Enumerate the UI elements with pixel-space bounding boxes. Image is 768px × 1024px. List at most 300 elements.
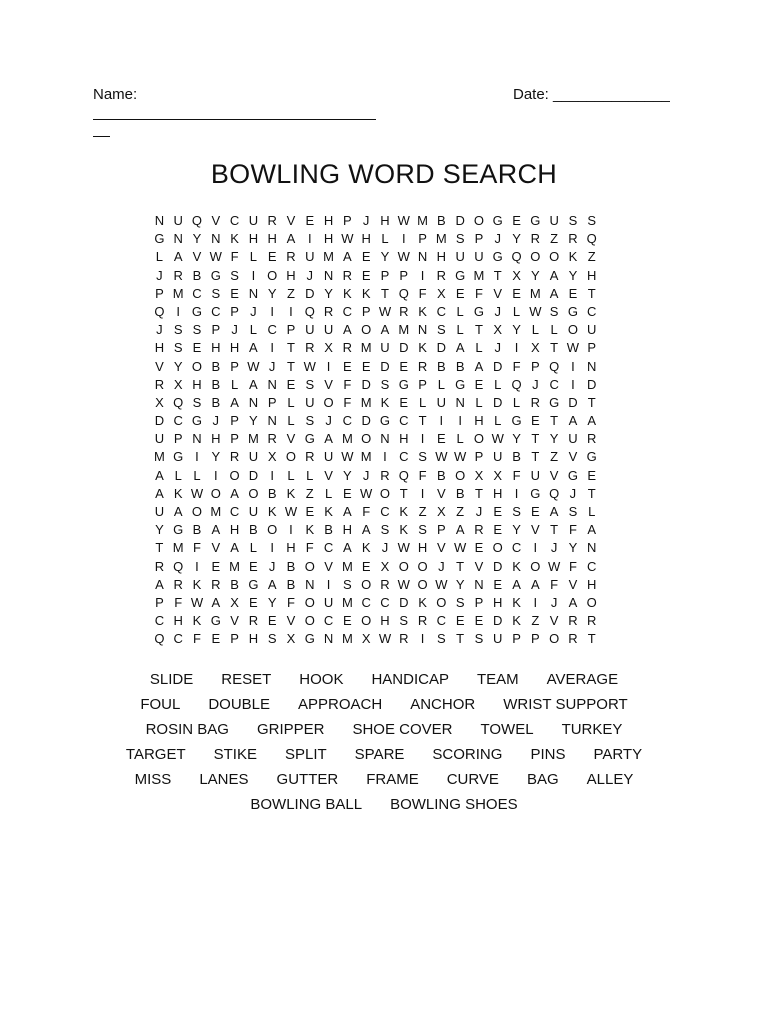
- grid-letter: R: [305, 340, 315, 356]
- grid-letter: A: [249, 340, 258, 356]
- grid-letter: F: [343, 376, 352, 392]
- grid-letter: J: [156, 267, 163, 283]
- grid-letter: K: [286, 485, 296, 501]
- grid-letter: R: [380, 576, 390, 592]
- grid-letter: R: [323, 303, 334, 319]
- grid-letter: A: [267, 576, 277, 592]
- grid-letter: S: [455, 231, 465, 247]
- grid-letter: E: [249, 558, 258, 574]
- grid-letter: M: [341, 594, 353, 610]
- grid-letter: V: [493, 285, 503, 301]
- grid-letter: E: [286, 376, 296, 392]
- grid-letter: U: [455, 249, 465, 265]
- grid-letter: I: [571, 358, 575, 374]
- grid-letter: L: [287, 413, 295, 429]
- grid-letter: O: [210, 485, 221, 501]
- grid-letter: E: [361, 358, 371, 374]
- grid-row: [150, 612, 620, 630]
- grid-letter: A: [343, 504, 352, 519]
- grid-row: [150, 558, 620, 576]
- grid-letter: U: [493, 449, 503, 465]
- grid-letter: M: [360, 340, 372, 356]
- grid-letter: N: [587, 540, 597, 556]
- grid-letter: Q: [304, 303, 315, 319]
- grid-letter: L: [287, 467, 295, 483]
- grid-letter: H: [380, 613, 390, 629]
- name-line: [93, 119, 376, 120]
- grid-letter: C: [342, 303, 353, 319]
- grid-letter: H: [474, 413, 484, 429]
- grid-letter: Y: [380, 249, 390, 265]
- grid-letter: C: [267, 322, 277, 338]
- grid-letter: A: [568, 413, 578, 429]
- grid-letter: R: [399, 303, 409, 319]
- grid-letter: R: [267, 431, 277, 447]
- grid-letter: G: [304, 431, 315, 447]
- grid-letter: N: [173, 231, 183, 247]
- grid-letter: W: [360, 485, 373, 501]
- grid-letter: P: [267, 394, 277, 410]
- grid-letter: D: [154, 413, 165, 429]
- grid-letter: T: [587, 285, 596, 301]
- grid-row: [150, 503, 620, 521]
- grid-letter: W: [341, 231, 354, 247]
- grid-letter: W: [454, 449, 467, 465]
- name-label: Name:: [93, 86, 138, 103]
- grid-letter: B: [455, 358, 465, 374]
- grid-letter: U: [305, 322, 315, 338]
- grid-letter: L: [512, 303, 521, 319]
- grid-letter: S: [474, 631, 484, 647]
- word-row: [84, 670, 684, 695]
- grid-letter: E: [474, 540, 484, 556]
- grid-letter: I: [420, 485, 425, 501]
- grid-letter: L: [249, 249, 257, 265]
- grid-letter: K: [568, 249, 578, 265]
- grid-letter: G: [455, 267, 466, 283]
- grid-letter: O: [473, 213, 484, 228]
- grid-letter: O: [304, 613, 315, 629]
- grid-letter: B: [192, 267, 202, 283]
- grid-letter: M: [229, 558, 240, 574]
- grid-letter: I: [326, 358, 331, 374]
- grid-letter: S: [343, 576, 352, 592]
- grid-letter: G: [173, 522, 184, 538]
- grid-letter: W: [397, 213, 410, 228]
- grid-letter: A: [361, 522, 371, 538]
- grid-letter: G: [210, 267, 221, 283]
- grid-letter: L: [456, 322, 464, 338]
- grid-letter: O: [361, 431, 372, 447]
- grid-letter: W: [397, 576, 410, 592]
- grid-letter: M: [341, 558, 353, 574]
- grid-letter: N: [248, 394, 259, 410]
- grid-letter: A: [211, 522, 221, 538]
- grid-letter: R: [587, 431, 597, 447]
- grid-letter: Y: [568, 267, 578, 283]
- grid-letter: G: [398, 376, 409, 392]
- grid-letter: H: [286, 267, 296, 283]
- grid-letter: S: [267, 631, 277, 647]
- grid-letter: Y: [211, 449, 221, 465]
- grid-letter: G: [473, 303, 484, 319]
- grid-letter: I: [326, 576, 331, 592]
- grid-letter: B: [512, 449, 521, 465]
- grid-letter: P: [211, 322, 221, 338]
- grid-letter: N: [380, 431, 390, 447]
- grid-letter: F: [550, 576, 559, 592]
- grid-letter: S: [305, 413, 315, 429]
- grid-letter: E: [305, 504, 315, 519]
- grid-letter: Y: [324, 285, 333, 301]
- grid-letter: G: [549, 394, 560, 410]
- grid-letter: Z: [550, 449, 559, 465]
- grid-letter: H: [493, 485, 503, 501]
- grid-letter: K: [267, 504, 277, 519]
- grid-letter: Z: [305, 485, 314, 501]
- grid-letter: U: [305, 394, 315, 410]
- grid-letter: U: [380, 340, 390, 356]
- grid-letter: W: [284, 504, 298, 519]
- grid-letter: R: [248, 613, 259, 629]
- grid-letter: I: [439, 413, 444, 429]
- grid-letter: O: [323, 394, 334, 410]
- grid-letter: G: [154, 231, 165, 247]
- grid-letter: V: [531, 522, 540, 538]
- grid-letter: Z: [456, 504, 465, 519]
- grid-letter: C: [361, 594, 371, 610]
- grid-letter: N: [474, 576, 484, 592]
- grid-letter: Z: [287, 285, 295, 301]
- grid-letter: V: [155, 358, 164, 374]
- grid-letter: R: [530, 231, 541, 247]
- grid-letter: O: [191, 358, 203, 374]
- word-item: WRIST SUPPORT: [503, 696, 628, 713]
- grid-letter: V: [568, 449, 578, 465]
- word-row: [84, 720, 684, 745]
- grid-letter: T: [531, 431, 540, 447]
- grid-letter: H: [323, 213, 334, 228]
- grid-letter: T: [380, 285, 389, 301]
- grid-letter: S: [437, 322, 446, 338]
- grid-letter: V: [211, 213, 221, 228]
- grid-letter: I: [420, 267, 425, 283]
- grid-letter: P: [286, 322, 296, 338]
- grid-letter: V: [286, 431, 296, 447]
- grid-letter: C: [380, 594, 390, 610]
- word-item: FOUL: [140, 696, 181, 713]
- grid-letter: U: [587, 322, 597, 338]
- grid-letter: M: [247, 431, 259, 447]
- grid-letter: Y: [512, 322, 521, 338]
- grid-letter: A: [249, 376, 258, 392]
- grid-letter: R: [530, 394, 541, 410]
- word-item: HANDICAP: [371, 671, 449, 688]
- grid-letter: W: [378, 303, 392, 319]
- grid-letter: X: [493, 322, 503, 338]
- grid-letter: P: [380, 267, 390, 283]
- grid-letter: A: [455, 340, 465, 356]
- grid-letter: E: [531, 413, 540, 429]
- grid-letter: B: [211, 358, 221, 374]
- grid-letter: U: [530, 467, 541, 483]
- grid-letter: N: [267, 376, 277, 392]
- grid-letter: J: [325, 413, 332, 429]
- grid-letter: J: [231, 322, 238, 338]
- grid-letter: F: [568, 558, 577, 574]
- grid-letter: P: [155, 594, 164, 610]
- grid-letter: Q: [398, 285, 409, 301]
- grid-letter: G: [567, 303, 578, 319]
- word-list: [84, 670, 684, 820]
- grid-letter: S: [549, 303, 559, 319]
- grid-letter: L: [456, 303, 464, 319]
- grid-letter: R: [305, 449, 315, 465]
- grid-letter: L: [494, 413, 502, 429]
- grid-letter: J: [306, 267, 314, 283]
- grid-letter: N: [587, 358, 597, 374]
- word-item: BAG: [526, 771, 559, 788]
- grid-letter: O: [304, 558, 315, 574]
- grid-letter: M: [172, 540, 184, 556]
- word-item: APPROACH: [298, 696, 383, 713]
- grid-letter: A: [380, 322, 390, 338]
- grid-letter: Q: [154, 303, 165, 319]
- grid-letter: G: [191, 413, 203, 429]
- grid-letter: E: [361, 267, 371, 283]
- date-label: Date: ______________: [513, 86, 670, 103]
- grid-letter: N: [305, 576, 315, 592]
- grid-letter: H: [211, 431, 221, 447]
- grid-letter: X: [380, 558, 390, 574]
- grid-letter: I: [401, 231, 406, 247]
- grid-letter: H: [361, 231, 371, 247]
- grid-letter: J: [550, 594, 558, 610]
- grid-letter: K: [173, 485, 183, 501]
- grid-letter: U: [474, 249, 484, 265]
- grid-letter: Z: [418, 504, 427, 519]
- grid-letter: E: [343, 613, 352, 629]
- grid-letter: V: [211, 540, 221, 556]
- grid-letter: Y: [531, 267, 540, 283]
- grid-letter: M: [360, 449, 372, 465]
- grid-letter: G: [379, 413, 391, 429]
- grid-letter: L: [174, 467, 182, 483]
- grid-letter: M: [341, 631, 353, 647]
- grid-letter: W: [566, 340, 580, 356]
- grid-letter: Q: [549, 358, 560, 374]
- grid-letter: V: [568, 576, 578, 592]
- grid-letter: V: [230, 613, 239, 629]
- grid-letter: H: [229, 340, 240, 356]
- grid-letter: R: [587, 613, 597, 629]
- grid-letter: X: [437, 285, 446, 301]
- grid-letter: S: [380, 522, 390, 538]
- grid-letter: A: [286, 231, 296, 247]
- grid-letter: N: [248, 285, 259, 301]
- grid-letter: D: [399, 594, 409, 610]
- grid-letter: M: [323, 249, 334, 265]
- grid-letter: V: [549, 613, 559, 629]
- grid-letter: E: [305, 213, 315, 228]
- grid-letter: D: [493, 558, 503, 574]
- grid-letter: H: [323, 231, 334, 247]
- grid-letter: O: [530, 249, 541, 265]
- grid-letter: F: [418, 285, 427, 301]
- grid-letter: P: [512, 631, 521, 647]
- grid-letter: L: [531, 322, 539, 338]
- grid-letter: W: [435, 449, 448, 465]
- word-item: TARGET: [125, 746, 186, 763]
- grid-letter: A: [230, 540, 239, 556]
- grid-letter: H: [417, 540, 428, 556]
- grid-letter: N: [211, 231, 221, 247]
- grid-letter: X: [173, 376, 183, 392]
- word-item: LANES: [199, 771, 249, 788]
- grid-letter: T: [456, 558, 465, 574]
- grid-row: [150, 485, 620, 503]
- grid-letter: O: [436, 594, 447, 610]
- grid-letter: D: [568, 394, 578, 410]
- grid-letter: A: [549, 267, 559, 283]
- grid-letter: J: [156, 322, 163, 338]
- grid-letter: U: [248, 213, 259, 228]
- grid-letter: S: [455, 594, 465, 610]
- grid-letter: X: [286, 631, 296, 647]
- grid-letter: C: [154, 613, 165, 629]
- grid-row: [150, 285, 620, 303]
- grid-letter: P: [531, 358, 540, 374]
- grid-letter: P: [230, 631, 239, 647]
- grid-letter: J: [268, 558, 276, 574]
- grid-letter: I: [533, 594, 538, 610]
- grid-letter: W: [341, 449, 354, 465]
- grid-letter: H: [587, 267, 597, 283]
- grid-letter: H: [248, 631, 259, 647]
- grid-letter: R: [173, 267, 183, 283]
- grid-letter: B: [286, 558, 296, 574]
- grid-letter: T: [418, 413, 427, 429]
- page-title: BOWLING WORD SEARCH: [210, 159, 558, 189]
- grid-letter: P: [230, 413, 239, 429]
- grid-letter: R: [436, 267, 447, 283]
- grid-letter: C: [587, 303, 597, 319]
- grid-letter: D: [248, 467, 259, 483]
- grid-letter: A: [155, 467, 164, 483]
- grid-letter: F: [343, 394, 352, 410]
- word-item: SLIDE: [149, 671, 194, 688]
- grid-letter: I: [514, 340, 519, 356]
- grid-letter: B: [437, 213, 446, 228]
- grid-letter: O: [417, 576, 428, 592]
- grid-letter: T: [155, 540, 164, 556]
- grid-letter: Z: [531, 613, 540, 629]
- grid-letter: H: [154, 340, 165, 356]
- grid-letter: I: [176, 303, 180, 319]
- grid-letter: T: [587, 394, 596, 410]
- grid-letter: A: [343, 540, 352, 556]
- grid-letter: F: [512, 467, 521, 483]
- grid-row: [150, 521, 620, 539]
- grid-letter: R: [211, 576, 221, 592]
- grid-letter: I: [420, 631, 425, 647]
- grid-row: [150, 303, 620, 321]
- grid-letter: I: [307, 231, 312, 247]
- grid-letter: E: [343, 485, 352, 501]
- grid-letter: O: [492, 540, 503, 556]
- grid-letter: M: [360, 394, 372, 410]
- grid-letter: H: [211, 340, 221, 356]
- grid-letter: D: [361, 413, 371, 429]
- word-item: SPARE: [354, 746, 405, 763]
- grid-letter: E: [531, 504, 540, 519]
- grid-letter: T: [474, 322, 483, 338]
- grid-letter: B: [192, 522, 202, 538]
- grid-letter: N: [417, 322, 428, 338]
- grid-letter: U: [436, 394, 447, 410]
- grid-letter: E: [587, 467, 597, 483]
- grid-letter: Y: [192, 231, 202, 247]
- word-item: MISS: [134, 771, 172, 788]
- grid-letter: R: [417, 358, 428, 374]
- grid-letter: O: [530, 558, 541, 574]
- grid-letter: E: [493, 576, 503, 592]
- grid-letter: T: [550, 340, 559, 356]
- grid-letter: C: [229, 213, 240, 228]
- grid-letter: C: [549, 376, 559, 392]
- grid-letter: O: [361, 613, 372, 629]
- grid-row: [150, 539, 620, 557]
- grid-letter: L: [287, 394, 295, 410]
- grid-letter: C: [323, 613, 334, 629]
- grid-row: [150, 594, 620, 612]
- grid-letter: O: [248, 485, 259, 501]
- grid-letter: R: [342, 340, 353, 356]
- grid-letter: Q: [191, 213, 203, 228]
- grid-row: [150, 248, 620, 266]
- grid-letter: B: [267, 485, 277, 501]
- word-item: STIKE: [213, 746, 257, 763]
- grid-letter: I: [458, 413, 462, 429]
- word-item: TOWEL: [480, 721, 534, 738]
- grid-row: [150, 394, 620, 412]
- grid-letter: O: [229, 467, 240, 483]
- grid-letter: S: [512, 504, 521, 519]
- grid-letter: C: [342, 413, 353, 429]
- grid-letter: E: [512, 285, 521, 301]
- grid-letter: R: [380, 467, 390, 483]
- grid-letter: M: [153, 449, 165, 465]
- grid-letter: A: [549, 504, 559, 519]
- grid-letter: O: [417, 558, 428, 574]
- grid-letter: G: [304, 631, 315, 647]
- grid-letter: X: [531, 340, 540, 356]
- grid-letter: E: [211, 631, 221, 647]
- grid-letter: X: [493, 467, 503, 483]
- grid-letter: E: [267, 249, 277, 265]
- grid-letter: S: [418, 522, 427, 538]
- word-item: GUTTER: [276, 771, 339, 788]
- grid-letter: S: [587, 213, 597, 228]
- grid-letter: G: [173, 449, 184, 465]
- grid-letter: S: [173, 322, 183, 338]
- grid-letter: H: [286, 540, 296, 556]
- grid-letter: S: [230, 267, 239, 283]
- grid-letter: N: [323, 631, 334, 647]
- grid-letter: O: [567, 322, 578, 338]
- grid-letter: P: [474, 594, 484, 610]
- grid-letter: L: [494, 376, 502, 392]
